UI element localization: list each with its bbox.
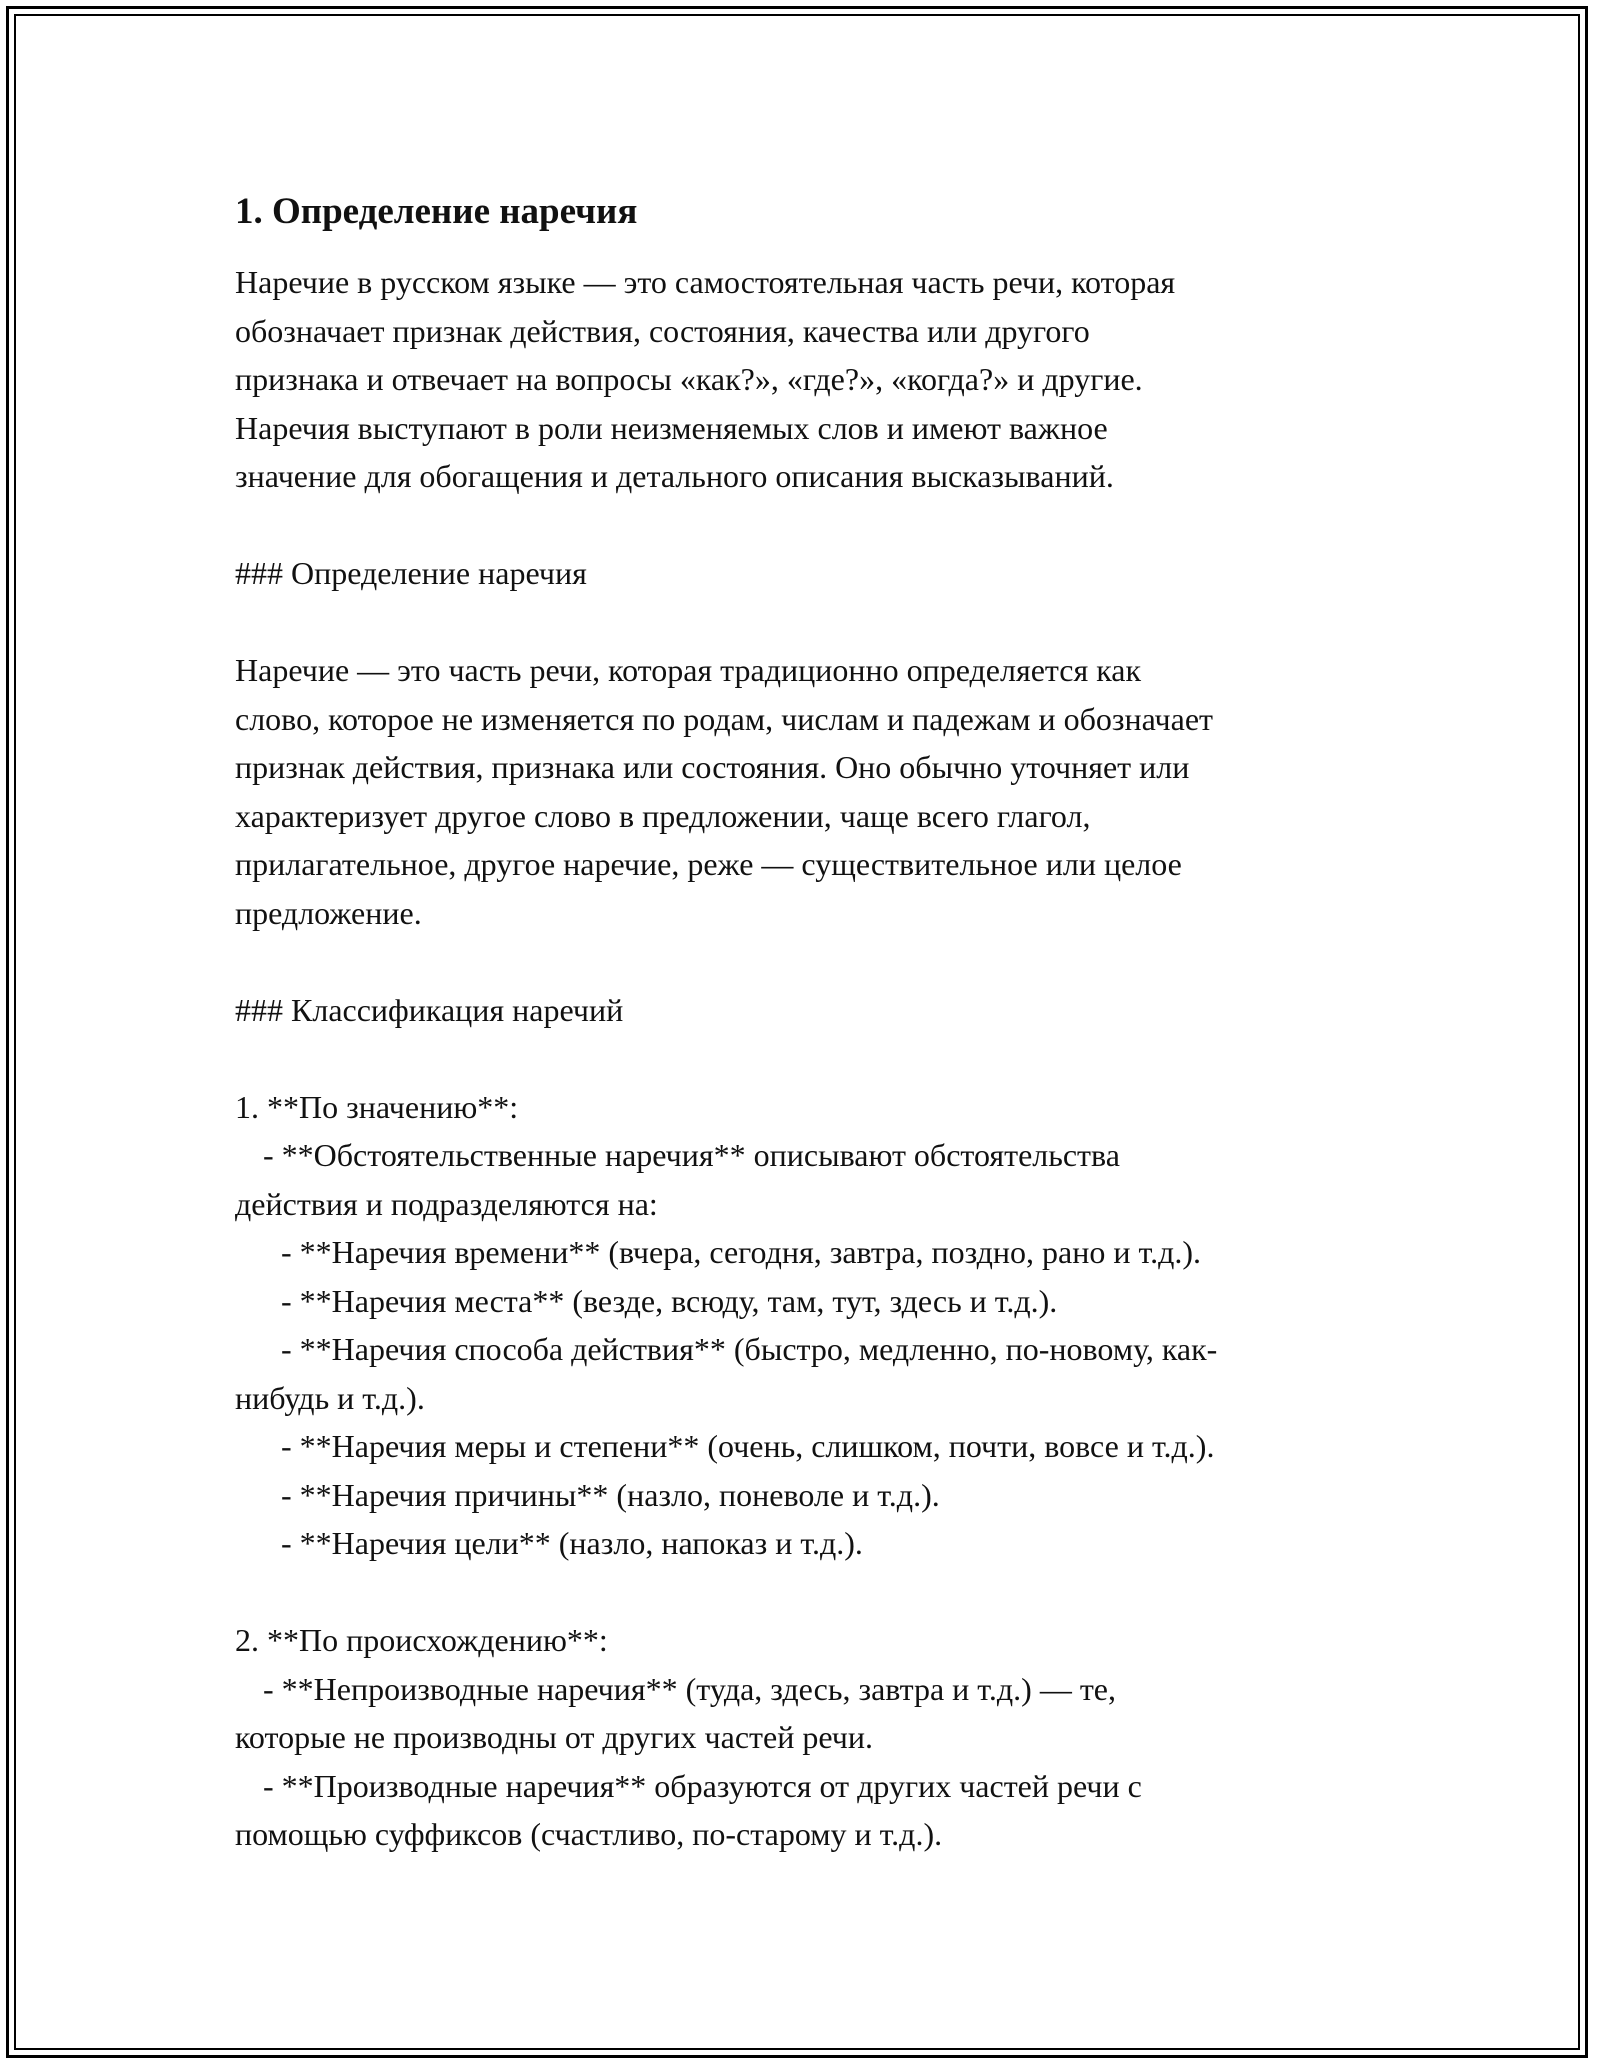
sub-list-item: - **Наречия способа действия** (быстро, медленно, по-новому, как-	[281, 1331, 1218, 1367]
list-item: - **Производные наречия** образуются от других частей речи с	[263, 1767, 1142, 1804]
sub-list-item: - **Наречия меры и степени** (очень, слишком, почти, вовсе и т.д.).	[281, 1428, 1215, 1464]
list-item-continuation: которые не производны от других частей речи.	[235, 1719, 873, 1755]
intro-line: обозначает признак действия, состояния, качества или другого	[235, 312, 1090, 349]
definition-line: признак действия, признака или состояния. Оно обычно уточняет или	[235, 749, 1190, 785]
sub-list-item: - **Наречия времени** (вчера, сегодня, завтра, поздно, рано и т.д.).	[281, 1234, 1201, 1270]
sub-list-item: - **Наречия места** (везде, всюду, там, тут, здесь и т.д.).	[281, 1282, 1058, 1319]
list-item-continuation: помощью суффиксов (счастливо, по-старому и т.д.).	[235, 1816, 943, 1852]
sub-list-item: - **Наречия причины** (назло, поневоле и т.д.).	[281, 1476, 940, 1513]
list-item: - **Непроизводные наречия** (туда, здесь, завтра и т.д.) — те,	[263, 1670, 1116, 1707]
definition-line: характеризует другое слово в предложении, чаще всего глагол,	[235, 797, 1091, 834]
document-body	[235, 186, 1375, 1859]
list-item-continuation: действия и подразделяются на:	[235, 1185, 658, 1222]
list-title: 1. **По значению**:	[235, 1088, 519, 1125]
list-by-origin	[235, 1616, 1375, 1859]
list-by-meaning	[235, 1083, 1375, 1568]
section-heading-classification: ### Классификация наречий	[235, 991, 624, 1028]
definition-line: прилагательное, другое наречие, реже — существительное или целое	[235, 846, 1182, 882]
sub-list-item: - **Наречия цели** (назло, напоказ и т.д.).	[281, 1525, 863, 1561]
definition-paragraph	[235, 646, 1375, 937]
definition-line: слово, которое не изменяется по родам, числам и падежам и обозначает	[235, 700, 1214, 737]
intro-paragraph	[235, 258, 1375, 501]
intro-line: значение для обогащения и детального описания высказываний.	[235, 458, 1114, 494]
page-title: 1. Определение наречия	[235, 191, 638, 232]
definition-line: Наречие — это часть речи, которая традиционно определяется как	[235, 652, 1141, 688]
intro-line: признака и отвечает на вопросы «как?», «где?», «когда?» и другие.	[235, 361, 1143, 397]
definition-line: предложение.	[235, 894, 422, 931]
list-title: 2. **По происхождению**:	[235, 1622, 608, 1658]
sub-list-item-continuation: нибудь и т.д.).	[235, 1379, 425, 1416]
intro-line: Наречие в русском языке — это самостоятельная часть речи, которая	[235, 264, 1176, 300]
intro-line: Наречия выступают в роли неизменяемых слов и имеют важное	[235, 409, 1108, 446]
section-heading-definition: ### Определение наречия	[235, 555, 587, 591]
list-item: - **Обстоятельственные наречия** описывают обстоятельства	[263, 1137, 1120, 1173]
